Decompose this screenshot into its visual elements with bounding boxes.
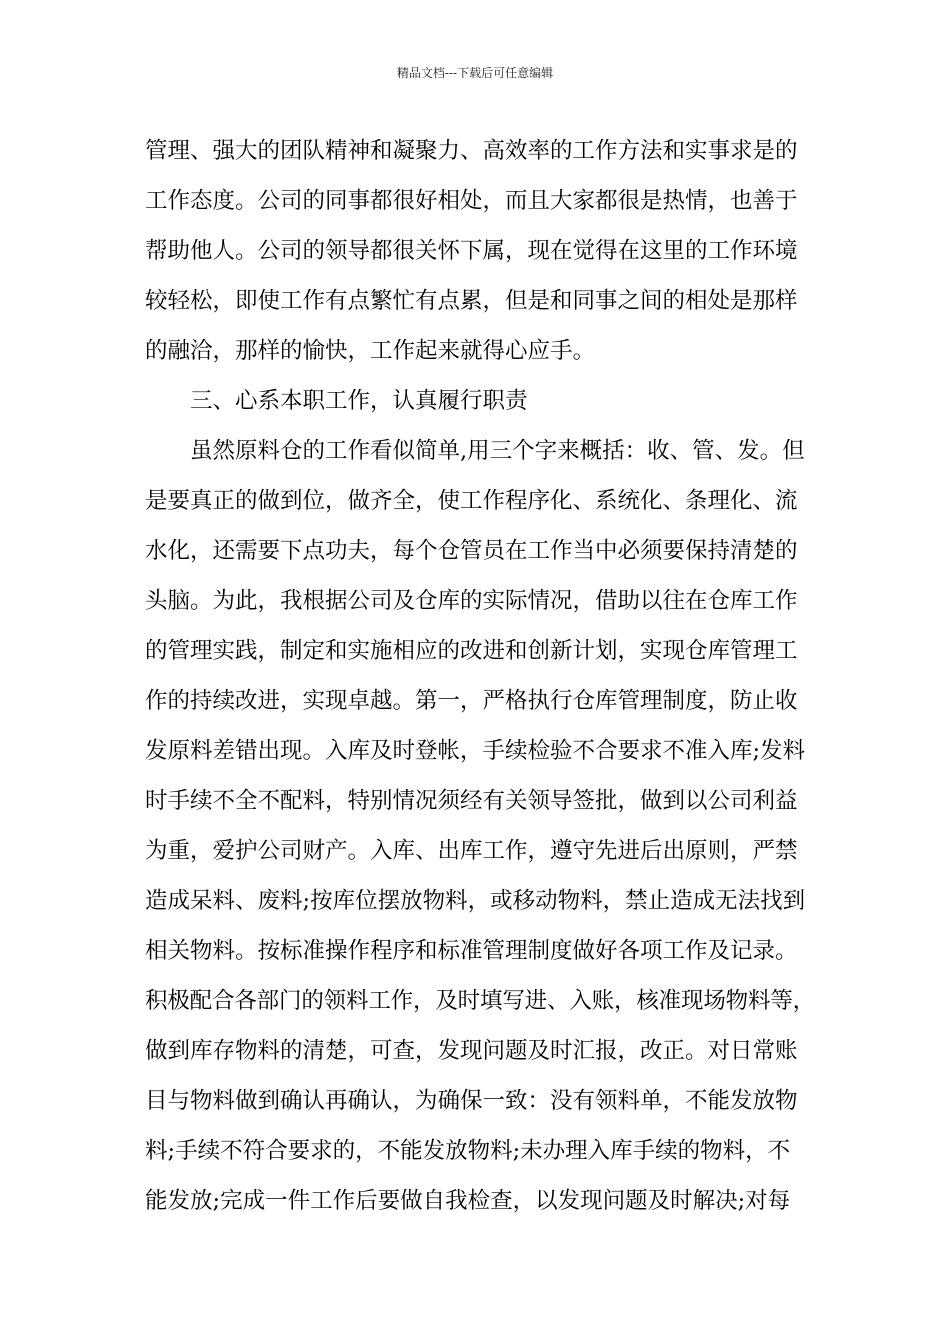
text-line: 积极配合各部门的领料工作，及时填写进、入账，核准现场物料等，	[145, 988, 815, 1014]
text-line: 时手续不全不配料，特别情况须经有关领导签批，做到以公司利益	[145, 788, 798, 814]
text-line: 虽然原料仓的工作看似简单,用三个字来概括：收、管、发。但	[190, 438, 805, 464]
section-heading: 三、心系本职工作，认真履行职责	[190, 388, 528, 414]
document-body	[145, 126, 815, 1226]
text-line: 为重，爱护公司财产。入库、出库工作，遵守先进后出原则，严禁	[145, 838, 798, 864]
page-header: 精品文档---下载后可任意编辑	[396, 66, 554, 80]
text-line: 头脑。为此，我根据公司及仓库的实际情况，借助以往在仓库工作	[145, 588, 798, 614]
text-line: 的管理实践，制定和实施相应的改进和创新计划，实现仓库管理工	[145, 638, 798, 664]
text-line: 是要真正的做到位，做齐全，使工作程序化、系统化、条理化、流	[145, 488, 798, 514]
text-line: 发原料差错出现。入库及时登帐，手续检验不合要求不准入库;发料	[145, 738, 806, 764]
text-line: 做到库存物料的清楚，可查，发现问题及时汇报，改正。对日常账	[145, 1038, 798, 1064]
text-line: 管理、强大的团队精神和凝聚力、高效率的工作方法和实事求是的	[145, 138, 798, 164]
text-line: 帮助他人。公司的领导都很关怀下属，现在觉得在这里的工作环境	[145, 238, 798, 264]
text-line: 较轻松，即使工作有点繁忙有点累，但是和同事之间的相处是那样	[145, 288, 798, 314]
text-line: 能发放;完成一件工作后要做自我检查，以发现问题及时解决;对每	[145, 1188, 791, 1214]
text-line: 造成呆料、废料;按库位摆放物料，或移动物料，禁止造成无法找到	[145, 888, 806, 914]
text-line: 工作态度。公司的同事都很好相处，而且大家都很是热情，也善于	[145, 188, 798, 214]
text-line: 料;手续不符合要求的，不能发放物料;未办理入库手续的物料，不	[145, 1138, 791, 1164]
text-line: 作的持续改进，实现卓越。第一，严格执行仓库管理制度，防止收	[145, 688, 798, 714]
text-line: 水化，还需要下点功夫，每个仓管员在工作当中必须要保持清楚的	[145, 538, 798, 564]
text-line: 目与物料做到确认再确认，为确保一致：没有领料单，不能发放物	[145, 1088, 798, 1114]
text-line: 相关物料。按标准操作程序和标准管理制度做好各项工作及记录。	[145, 938, 798, 964]
text-line: 的融洽，那样的愉快，工作起来就得心应手。	[145, 338, 596, 364]
